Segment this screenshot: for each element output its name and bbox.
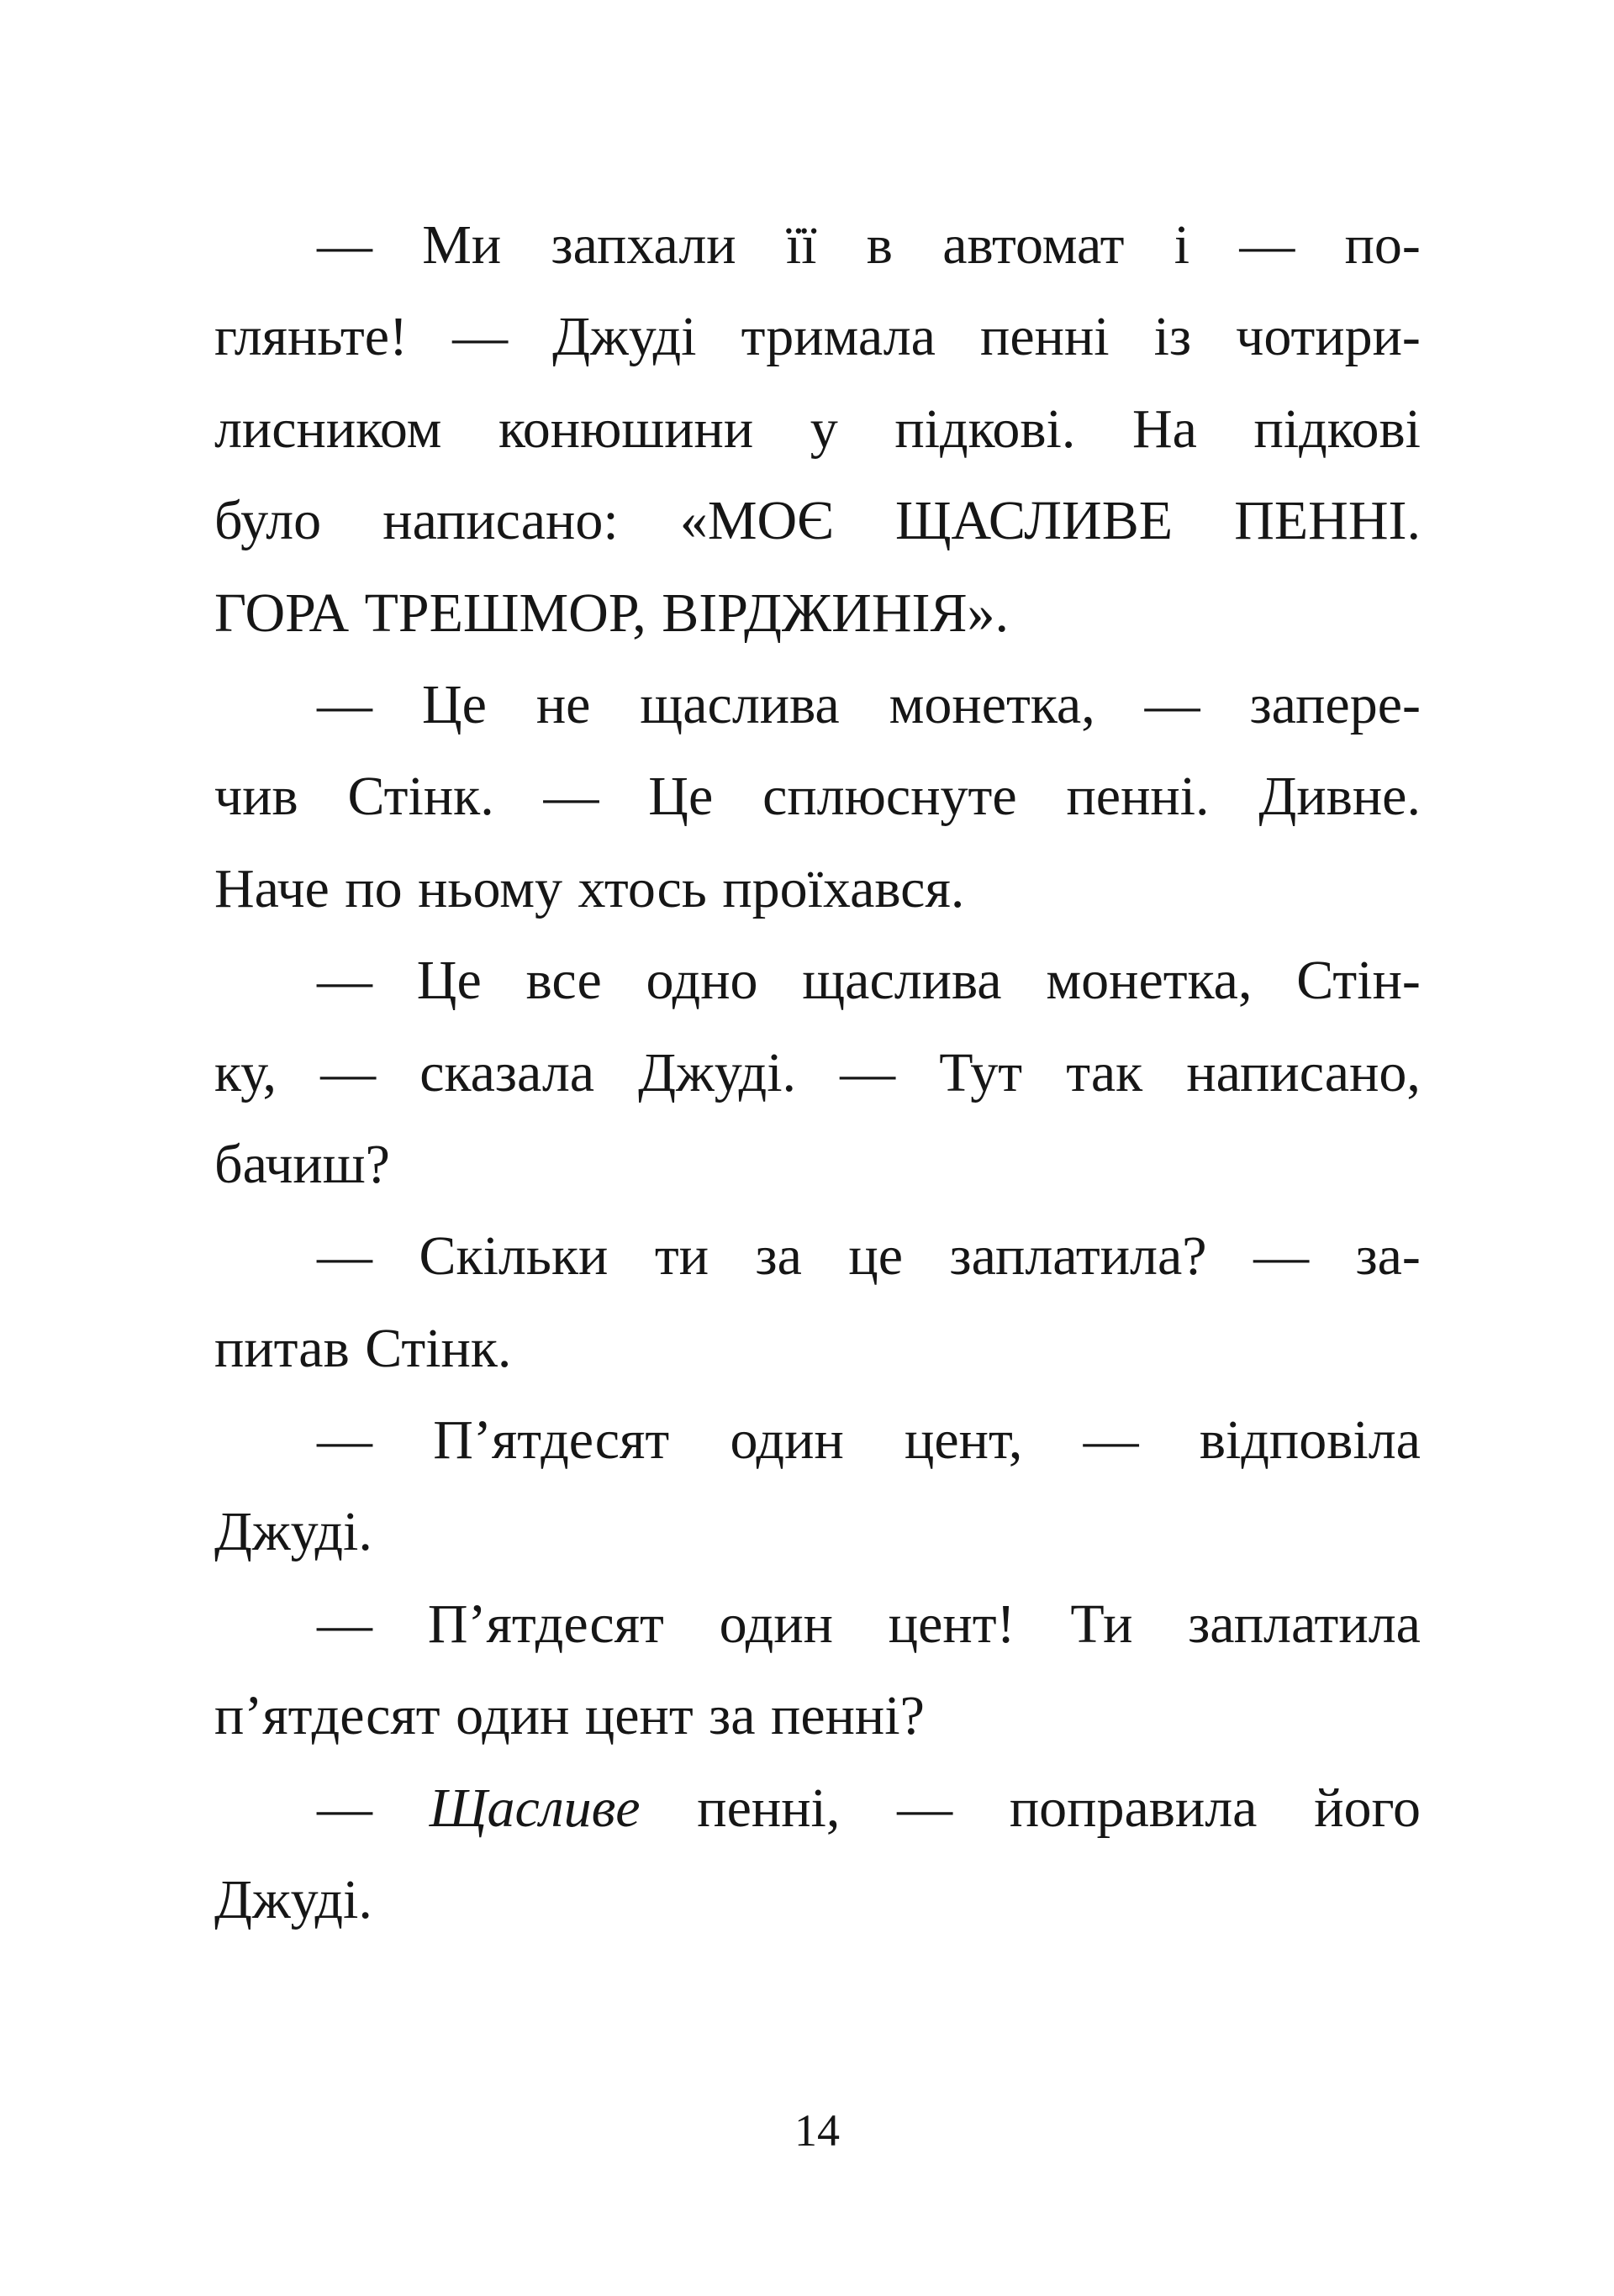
word: ГОРА: [214, 582, 350, 644]
word: ЩАСЛИВЕ: [894, 490, 1174, 552]
word: сплюснуте: [762, 766, 1017, 828]
word: ку,: [214, 1041, 277, 1103]
word: питав: [214, 1317, 350, 1379]
word: за: [755, 1225, 802, 1288]
word: в: [866, 214, 893, 276]
word: хтось: [578, 857, 707, 919]
word: Це: [648, 766, 714, 828]
word: щаслива: [640, 673, 840, 735]
word: —: [317, 214, 372, 276]
word: П’ятдесят: [427, 1593, 664, 1655]
word: Стінк.: [365, 1317, 512, 1379]
text-line: [214, 935, 1421, 1026]
word: за-: [1355, 1225, 1421, 1288]
word: сказала: [419, 1041, 595, 1103]
word: пенні?: [771, 1685, 925, 1747]
word: підкові: [1253, 398, 1421, 460]
text-line: [214, 475, 1421, 566]
word: із: [1153, 306, 1192, 368]
text-line: [214, 1119, 1421, 1210]
word: Тут: [939, 1041, 1023, 1103]
word: —: [840, 1041, 896, 1103]
word: один: [730, 1409, 844, 1472]
word: один: [719, 1593, 833, 1655]
word: Скільки: [419, 1225, 609, 1288]
word: цент: [584, 1685, 694, 1747]
word: у: [810, 398, 838, 460]
word: одно: [646, 950, 758, 1012]
word: пенні: [980, 306, 1110, 368]
word: по-: [1344, 214, 1421, 276]
word: запере-: [1249, 673, 1421, 735]
word: Ми: [422, 214, 502, 276]
text-line: [214, 1854, 1421, 1946]
word: щаслива: [802, 950, 1002, 1012]
text-line: [214, 1027, 1421, 1119]
text-line: [214, 291, 1421, 382]
word: ТРЕШМОР,: [364, 582, 646, 644]
text-line: [214, 1394, 1421, 1486]
word: Ти: [1070, 1593, 1133, 1655]
word: —: [1253, 1225, 1310, 1288]
text-line: [214, 843, 1421, 935]
word: —: [317, 673, 372, 735]
word: ти: [654, 1225, 709, 1288]
text-line: [214, 383, 1421, 475]
word: —: [897, 1777, 953, 1839]
word: —: [452, 306, 509, 368]
page-number: [0, 2101, 1614, 2160]
word: Дивне.: [1258, 766, 1421, 828]
word: бачиш?: [214, 1133, 390, 1195]
word: «МОЄ: [679, 490, 834, 552]
word: заплатила?: [949, 1225, 1207, 1288]
word: Джуді.: [638, 1041, 797, 1103]
word: пенні,: [697, 1777, 841, 1839]
word: —: [317, 1777, 372, 1839]
page-number-label: 14: [794, 2105, 840, 2156]
word: —: [317, 1225, 372, 1288]
word: проїхався.: [722, 857, 965, 919]
word: відповіла: [1199, 1409, 1421, 1472]
word: чотири-: [1236, 306, 1421, 368]
word: заплатила: [1188, 1593, 1421, 1655]
word: —: [320, 1041, 377, 1103]
word: Стінк.: [347, 766, 494, 828]
word: все: [525, 950, 602, 1012]
text-line: [214, 1670, 1421, 1761]
word: пенні.: [1066, 766, 1210, 828]
page-body-text: [214, 199, 1421, 1946]
word: тримала: [741, 306, 936, 368]
emphasized-word: Щасливе: [429, 1777, 641, 1839]
word: ВІРДЖИНІЯ».: [662, 582, 1010, 644]
word: за: [709, 1685, 756, 1747]
word: чив: [214, 766, 298, 828]
word: п’ятдесят: [214, 1685, 440, 1747]
word: Це: [421, 673, 487, 735]
word: так: [1066, 1041, 1143, 1103]
word: ПЕННІ.: [1234, 490, 1421, 552]
text-line: [214, 199, 1421, 291]
word: його: [1314, 1777, 1421, 1839]
word: монетка,: [889, 673, 1095, 735]
word: було: [214, 490, 322, 552]
word: —: [317, 950, 372, 1012]
word: автомат: [942, 214, 1125, 276]
word: Джуді.: [214, 1869, 372, 1931]
word: лисником: [214, 398, 442, 460]
word: Джуді.: [214, 1501, 372, 1563]
word: П’ятдесят: [433, 1409, 670, 1472]
text-line: [214, 1578, 1421, 1670]
word: Це: [416, 950, 482, 1012]
word: написано,: [1186, 1041, 1421, 1103]
text-line: [214, 750, 1421, 842]
word: по: [345, 857, 403, 919]
word: і: [1174, 214, 1190, 276]
word: —: [1144, 673, 1200, 735]
word: написано:: [382, 490, 619, 552]
word: її: [785, 214, 817, 276]
word: не: [535, 673, 591, 735]
word: поправила: [1009, 1777, 1258, 1839]
text-line: [214, 1762, 1421, 1854]
word: це: [848, 1225, 904, 1288]
word: На: [1131, 398, 1197, 460]
word: запхали: [551, 214, 736, 276]
text-line: [214, 1486, 1421, 1577]
word: —: [317, 1593, 372, 1655]
word: Джуді: [552, 306, 697, 368]
word: один: [456, 1685, 570, 1747]
word: цент,: [905, 1409, 1023, 1472]
text-line: [214, 1303, 1421, 1394]
word: монетка,: [1046, 950, 1253, 1012]
word: Наче: [214, 857, 330, 919]
word: гляньте!: [214, 306, 409, 368]
text-line: [214, 1210, 1421, 1302]
word: підкові.: [894, 398, 1076, 460]
word: конюшини: [498, 398, 754, 460]
word: —: [317, 1409, 372, 1472]
word: —: [543, 766, 599, 828]
text-line: [214, 567, 1421, 659]
word: цент!: [888, 1593, 1015, 1655]
word: —: [1239, 214, 1295, 276]
word: —: [1083, 1409, 1139, 1472]
word: Стін-: [1296, 950, 1421, 1012]
text-line: [214, 659, 1421, 750]
word: ньому: [418, 857, 563, 919]
